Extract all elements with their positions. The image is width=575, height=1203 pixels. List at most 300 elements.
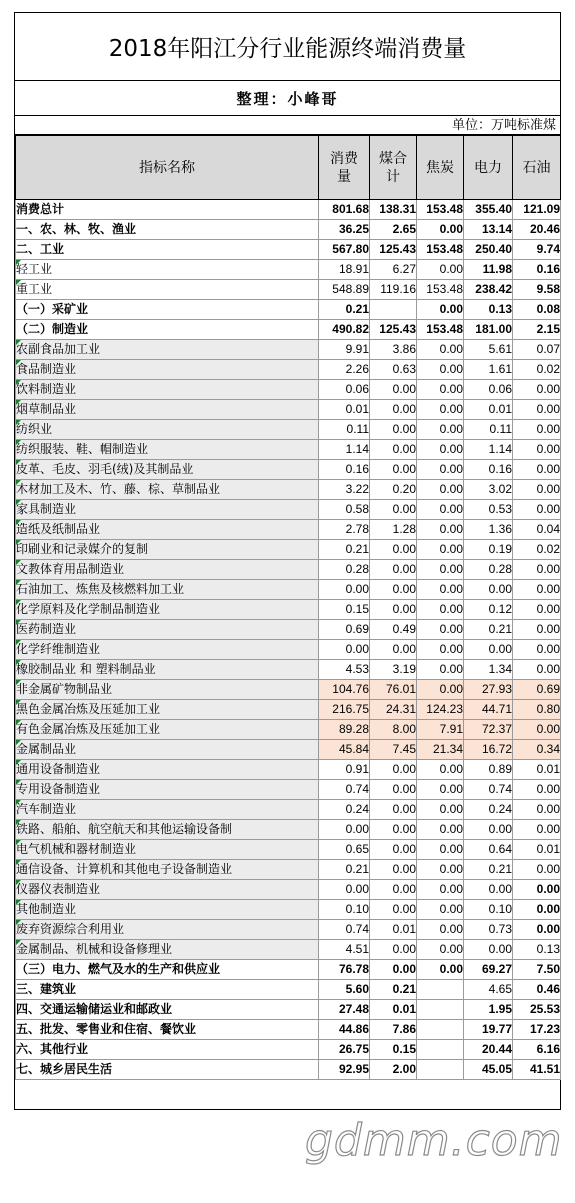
cell-power: 0.01 [464, 400, 513, 420]
cell-power: 69.27 [464, 960, 513, 980]
cell-coal: 0.01 [370, 1000, 417, 1020]
table-row [16, 520, 561, 540]
cell-oil: 9.74 [513, 240, 561, 260]
cell-oil: 0.04 [513, 520, 561, 540]
cell-comment-marker-icon [16, 760, 21, 765]
cell-total: 0.15 [319, 600, 370, 620]
cell-coke: 0.00 [417, 340, 464, 360]
row-label: 农副食品加工业 [16, 340, 319, 360]
cell-total: 4.53 [319, 660, 370, 680]
cell-coke: 7.91 [417, 720, 464, 740]
cell-coke: 0.00 [417, 780, 464, 800]
energy-consumption-table [15, 135, 561, 1080]
cell-coke: 0.00 [417, 500, 464, 520]
cell-comment-marker-icon [16, 860, 21, 865]
cell-coke: 153.48 [417, 240, 464, 260]
cell-comment-marker-icon [16, 260, 21, 265]
cell-total: 4.51 [319, 940, 370, 960]
row-label: 通用设备制造业 [16, 760, 319, 780]
unit-label: 单位：万吨标准煤 [15, 116, 560, 135]
cell-power: 0.10 [464, 900, 513, 920]
cell-coke: 0.00 [417, 380, 464, 400]
cell-oil: 0.08 [513, 300, 561, 320]
cell-oil: 2.15 [513, 320, 561, 340]
table-row [16, 880, 561, 900]
cell-power: 0.00 [464, 940, 513, 960]
cell-power: 0.00 [464, 820, 513, 840]
cell-coal: 0.00 [370, 420, 417, 440]
header-row [16, 136, 561, 200]
cell-power: 250.40 [464, 240, 513, 260]
row-label: 食品制造业 [16, 360, 319, 380]
cell-power: 0.06 [464, 380, 513, 400]
cell-total: 0.00 [319, 640, 370, 660]
table-row [16, 940, 561, 960]
table-row [16, 640, 561, 660]
table-row [16, 960, 561, 980]
cell-coke: 0.00 [417, 580, 464, 600]
cell-coal: 0.00 [370, 440, 417, 460]
cell-power: 0.00 [464, 580, 513, 600]
cell-oil: 0.00 [513, 620, 561, 640]
cell-coke: 0.00 [417, 620, 464, 640]
row-label: 化学纤维制造业 [16, 640, 319, 660]
cell-coke: 21.34 [417, 740, 464, 760]
row-label: （一）采矿业 [16, 300, 319, 320]
table-row [16, 720, 561, 740]
cell-total: 0.74 [319, 780, 370, 800]
cell-total: 0.01 [319, 400, 370, 420]
cell-coke: 0.00 [417, 960, 464, 980]
cell-total: 0.00 [319, 880, 370, 900]
cell-power: 19.77 [464, 1020, 513, 1040]
cell-total: 0.21 [319, 540, 370, 560]
cell-oil: 0.02 [513, 360, 561, 380]
cell-coal: 0.00 [370, 840, 417, 860]
cell-coal: 0.00 [370, 760, 417, 780]
cell-comment-marker-icon [16, 560, 21, 565]
table-row [16, 900, 561, 920]
cell-total: 801.68 [319, 200, 370, 220]
cell-coal: 0.00 [370, 880, 417, 900]
table-row [16, 600, 561, 620]
cell-total: 36.25 [319, 220, 370, 240]
cell-oil: 20.46 [513, 220, 561, 240]
cell-oil: 0.02 [513, 540, 561, 560]
cell-coke: 0.00 [417, 560, 464, 580]
cell-coal: 2.65 [370, 220, 417, 240]
table-row [16, 800, 561, 820]
cell-total: 76.78 [319, 960, 370, 980]
cell-oil: 0.34 [513, 740, 561, 760]
spreadsheet [14, 12, 561, 1110]
row-label: 木材加工及木、竹、藤、棕、草制品业 [16, 480, 319, 500]
cell-comment-marker-icon [16, 620, 21, 625]
cell-comment-marker-icon [16, 780, 21, 785]
cell-coke: 0.00 [417, 760, 464, 780]
cell-oil: 0.00 [513, 660, 561, 680]
cell-power: 0.73 [464, 920, 513, 940]
cell-coke: 0.00 [417, 640, 464, 660]
cell-coal: 24.31 [370, 700, 417, 720]
cell-coal: 0.00 [370, 640, 417, 660]
row-label: 金属制品、机械和设备修理业 [16, 940, 319, 960]
cell-power: 11.98 [464, 260, 513, 280]
row-label: （三）电力、燃气及水的生产和供应业 [16, 960, 319, 980]
header-power: 电力 [464, 136, 513, 200]
table-row [16, 540, 561, 560]
cell-coke: 0.00 [417, 400, 464, 420]
cell-comment-marker-icon [16, 500, 21, 505]
table-row [16, 780, 561, 800]
cell-power: 0.64 [464, 840, 513, 860]
table-row [16, 1000, 561, 1020]
cell-power: 72.37 [464, 720, 513, 740]
cell-oil: 0.16 [513, 260, 561, 280]
cell-power: 1.95 [464, 1000, 513, 1020]
cell-power: 44.71 [464, 700, 513, 720]
row-label: 铁路、船舶、航空航天和其他运输设备制 [16, 820, 319, 840]
cell-oil: 0.00 [513, 500, 561, 520]
header-oil: 石油 [513, 136, 561, 200]
cell-power: 0.19 [464, 540, 513, 560]
cell-oil: 0.00 [513, 440, 561, 460]
cell-total: 18.91 [319, 260, 370, 280]
table-row [16, 200, 561, 220]
cell-coal: 0.49 [370, 620, 417, 640]
cell-comment-marker-icon [16, 700, 21, 705]
row-label: 纺织服装、鞋、帽制造业 [16, 440, 319, 460]
table-row [16, 380, 561, 400]
cell-coal [370, 300, 417, 320]
cell-total: 89.28 [319, 720, 370, 740]
cell-coal: 6.27 [370, 260, 417, 280]
cell-total: 104.76 [319, 680, 370, 700]
cell-comment-marker-icon [16, 740, 21, 745]
cell-total: 0.91 [319, 760, 370, 780]
cell-comment-marker-icon [16, 420, 21, 425]
cell-power: 0.12 [464, 600, 513, 620]
row-label: 化学原料及化学制品制造业 [16, 600, 319, 620]
cell-coal: 0.00 [370, 500, 417, 520]
cell-total: 1.14 [319, 440, 370, 460]
row-label: 印刷业和记录媒介的复制 [16, 540, 319, 560]
cell-power: 1.34 [464, 660, 513, 680]
cell-coal: 0.00 [370, 540, 417, 560]
cell-coal: 76.01 [370, 680, 417, 700]
cell-coke: 153.48 [417, 320, 464, 340]
cell-coal: 3.86 [370, 340, 417, 360]
cell-coke: 0.00 [417, 540, 464, 560]
cell-total: 0.06 [319, 380, 370, 400]
cell-total: 0.58 [319, 500, 370, 520]
cell-power: 0.00 [464, 880, 513, 900]
cell-oil: 0.00 [513, 820, 561, 840]
cell-comment-marker-icon [16, 940, 21, 945]
cell-oil: 0.00 [513, 920, 561, 940]
cell-coke: 0.00 [417, 220, 464, 240]
cell-coke: 0.00 [417, 460, 464, 480]
cell-oil: 25.53 [513, 1000, 561, 1020]
cell-oil: 0.69 [513, 680, 561, 700]
cell-coke: 0.00 [417, 940, 464, 960]
row-label: 一、农、林、牧、渔业 [16, 220, 319, 240]
cell-coke [417, 980, 464, 1000]
cell-total: 0.11 [319, 420, 370, 440]
cell-total: 0.21 [319, 300, 370, 320]
cell-power: 355.40 [464, 200, 513, 220]
cell-total: 0.28 [319, 560, 370, 580]
cell-total: 27.48 [319, 1000, 370, 1020]
cell-oil: 17.23 [513, 1020, 561, 1040]
table-row [16, 420, 561, 440]
cell-total: 490.82 [319, 320, 370, 340]
cell-oil: 0.00 [513, 420, 561, 440]
row-label: 非金属矿物制品业 [16, 680, 319, 700]
row-label: 烟草制品业 [16, 400, 319, 420]
row-label: 有色金属冶炼及压延加工业 [16, 720, 319, 740]
row-label: 石油加工、炼焦及核燃料加工业 [16, 580, 319, 600]
cell-oil: 6.16 [513, 1040, 561, 1060]
table-body [16, 200, 561, 1080]
table-row [16, 680, 561, 700]
cell-coke [417, 1000, 464, 1020]
cell-comment-marker-icon [16, 800, 21, 805]
cell-power: 0.11 [464, 420, 513, 440]
row-label: 皮革、毛皮、羽毛(绒)及其制品业 [16, 460, 319, 480]
cell-comment-marker-icon [16, 880, 21, 885]
cell-total: 2.26 [319, 360, 370, 380]
cell-coke: 153.48 [417, 200, 464, 220]
cell-oil: 0.00 [513, 880, 561, 900]
table-row [16, 500, 561, 520]
row-label: 家具制造业 [16, 500, 319, 520]
cell-coal: 0.00 [370, 800, 417, 820]
cell-coke: 0.00 [417, 600, 464, 620]
row-label: （二）制造业 [16, 320, 319, 340]
cell-oil: 121.09 [513, 200, 561, 220]
cell-comment-marker-icon [16, 480, 21, 485]
cell-power: 20.44 [464, 1040, 513, 1060]
cell-power: 0.53 [464, 500, 513, 520]
cell-power: 181.00 [464, 320, 513, 340]
cell-oil: 0.00 [513, 800, 561, 820]
cell-oil: 7.50 [513, 960, 561, 980]
cell-coke: 0.00 [417, 440, 464, 460]
row-label: 七、城乡居民生活 [16, 1060, 319, 1080]
cell-power: 0.74 [464, 780, 513, 800]
cell-coal: 1.28 [370, 520, 417, 540]
cell-power: 13.14 [464, 220, 513, 240]
row-label: 轻工业 [16, 260, 319, 280]
cell-oil: 0.00 [513, 780, 561, 800]
cell-comment-marker-icon [16, 380, 21, 385]
cell-comment-marker-icon [16, 720, 21, 725]
cell-power: 0.28 [464, 560, 513, 580]
cell-total: 2.78 [319, 520, 370, 540]
cell-total: 548.89 [319, 280, 370, 300]
cell-total: 567.80 [319, 240, 370, 260]
cell-power: 0.13 [464, 300, 513, 320]
cell-coke: 0.00 [417, 680, 464, 700]
cell-comment-marker-icon [16, 520, 21, 525]
table-row [16, 840, 561, 860]
cell-coke: 0.00 [417, 820, 464, 840]
table-row [16, 760, 561, 780]
table-row [16, 580, 561, 600]
cell-power: 1.61 [464, 360, 513, 380]
table-row [16, 660, 561, 680]
cell-oil: 0.46 [513, 980, 561, 1000]
table-row [16, 300, 561, 320]
row-label: 文教体育用品制造业 [16, 560, 319, 580]
row-label: 纺织业 [16, 420, 319, 440]
header-coke: 焦炭 [417, 136, 464, 200]
row-label: 三、建筑业 [16, 980, 319, 1000]
cell-coal: 7.45 [370, 740, 417, 760]
header-name: 指标名称 [16, 136, 319, 200]
row-label: 饮料制造业 [16, 380, 319, 400]
cell-oil: 0.01 [513, 760, 561, 780]
row-label: 重工业 [16, 280, 319, 300]
empty-area [15, 1019, 560, 1109]
cell-coal: 3.19 [370, 660, 417, 680]
cell-total: 0.16 [319, 460, 370, 480]
cell-comment-marker-icon [16, 360, 21, 365]
cell-comment-marker-icon [16, 680, 21, 685]
table-row [16, 620, 561, 640]
row-label: 电气机械和器材制造业 [16, 840, 319, 860]
cell-oil: 0.07 [513, 340, 561, 360]
cell-coal: 0.00 [370, 860, 417, 880]
row-label: 造纸及纸制品业 [16, 520, 319, 540]
table-row [16, 260, 561, 280]
cell-coal: 0.00 [370, 460, 417, 480]
cell-total: 44.86 [319, 1020, 370, 1040]
cell-coke: 0.00 [417, 420, 464, 440]
cell-coke: 0.00 [417, 360, 464, 380]
table-row [16, 480, 561, 500]
row-label: 消费总计 [16, 200, 319, 220]
row-label: 其他制造业 [16, 900, 319, 920]
cell-power: 0.16 [464, 460, 513, 480]
cell-coke: 0.00 [417, 920, 464, 940]
cell-power: 0.00 [464, 640, 513, 660]
cell-power: 1.36 [464, 520, 513, 540]
cell-comment-marker-icon [16, 820, 21, 825]
table-row [16, 440, 561, 460]
cell-comment-marker-icon [16, 340, 21, 345]
row-label: 医药制造业 [16, 620, 319, 640]
row-label: 橡胶制品业 和 塑料制品业 [16, 660, 319, 680]
cell-coal: 125.43 [370, 320, 417, 340]
cell-total: 0.65 [319, 840, 370, 860]
table-title: 2018年阳江分行业能源终端消费量 [15, 13, 560, 81]
cell-comment-marker-icon [16, 660, 21, 665]
cell-coal: 0.00 [370, 580, 417, 600]
cell-oil: 0.01 [513, 840, 561, 860]
table-row [16, 820, 561, 840]
cell-power: 0.21 [464, 620, 513, 640]
cell-power: 238.42 [464, 280, 513, 300]
cell-coal: 0.15 [370, 1040, 417, 1060]
cell-total: 216.75 [319, 700, 370, 720]
cell-coal: 0.00 [370, 400, 417, 420]
cell-total: 0.21 [319, 860, 370, 880]
cell-coal: 0.00 [370, 900, 417, 920]
table-row [16, 920, 561, 940]
cell-power: 0.24 [464, 800, 513, 820]
cell-coke: 0.00 [417, 900, 464, 920]
cell-total: 0.00 [319, 580, 370, 600]
cell-oil: 9.58 [513, 280, 561, 300]
cell-total: 0.69 [319, 620, 370, 640]
table-row [16, 740, 561, 760]
cell-total: 0.10 [319, 900, 370, 920]
cell-comment-marker-icon [16, 840, 21, 845]
cell-total: 9.91 [319, 340, 370, 360]
row-label: 仪器仪表制造业 [16, 880, 319, 900]
row-label: 四、交通运输储运业和邮政业 [16, 1000, 319, 1020]
cell-total: 5.60 [319, 980, 370, 1000]
cell-oil: 0.00 [513, 600, 561, 620]
cell-coal: 0.00 [370, 940, 417, 960]
cell-oil: 0.00 [513, 380, 561, 400]
table-row [16, 320, 561, 340]
cell-oil: 0.00 [513, 560, 561, 580]
cell-coal: 0.20 [370, 480, 417, 500]
cell-total: 26.75 [319, 1040, 370, 1060]
table-row [16, 220, 561, 240]
header-total: 消费 量 [319, 136, 370, 200]
row-label: 汽车制造业 [16, 800, 319, 820]
cell-coke: 124.23 [417, 700, 464, 720]
cell-coke: 0.00 [417, 800, 464, 820]
cell-coal: 2.00 [370, 1060, 417, 1080]
cell-oil: 0.00 [513, 400, 561, 420]
row-label: 专用设备制造业 [16, 780, 319, 800]
cell-oil: 0.13 [513, 940, 561, 960]
cell-power: 45.05 [464, 1060, 513, 1080]
cell-total: 3.22 [319, 480, 370, 500]
cell-total: 92.95 [319, 1060, 370, 1080]
cell-coal: 0.00 [370, 820, 417, 840]
cell-coke: 153.48 [417, 280, 464, 300]
cell-power: 0.21 [464, 860, 513, 880]
row-label: 五、批发、零售业和住宿、餐饮业 [16, 1020, 319, 1040]
cell-coal: 0.01 [370, 920, 417, 940]
row-label: 六、其他行业 [16, 1040, 319, 1060]
table-row [16, 700, 561, 720]
cell-coal: 0.00 [370, 560, 417, 580]
cell-comment-marker-icon [16, 540, 21, 545]
watermark: gdmm.com [305, 1115, 563, 1166]
cell-coal: 0.00 [370, 600, 417, 620]
cell-power: 0.89 [464, 760, 513, 780]
cell-coke: 0.00 [417, 300, 464, 320]
cell-comment-marker-icon [16, 640, 21, 645]
cell-comment-marker-icon [16, 600, 21, 605]
cell-coal: 0.00 [370, 780, 417, 800]
row-label: 黑色金属冶炼及压延加工业 [16, 700, 319, 720]
header-coal: 煤合 计 [370, 136, 417, 200]
cell-comment-marker-icon [16, 440, 21, 445]
table-row [16, 240, 561, 260]
table-row [16, 360, 561, 380]
cell-total: 0.74 [319, 920, 370, 940]
cell-power: 1.14 [464, 440, 513, 460]
cell-comment-marker-icon [16, 400, 21, 405]
